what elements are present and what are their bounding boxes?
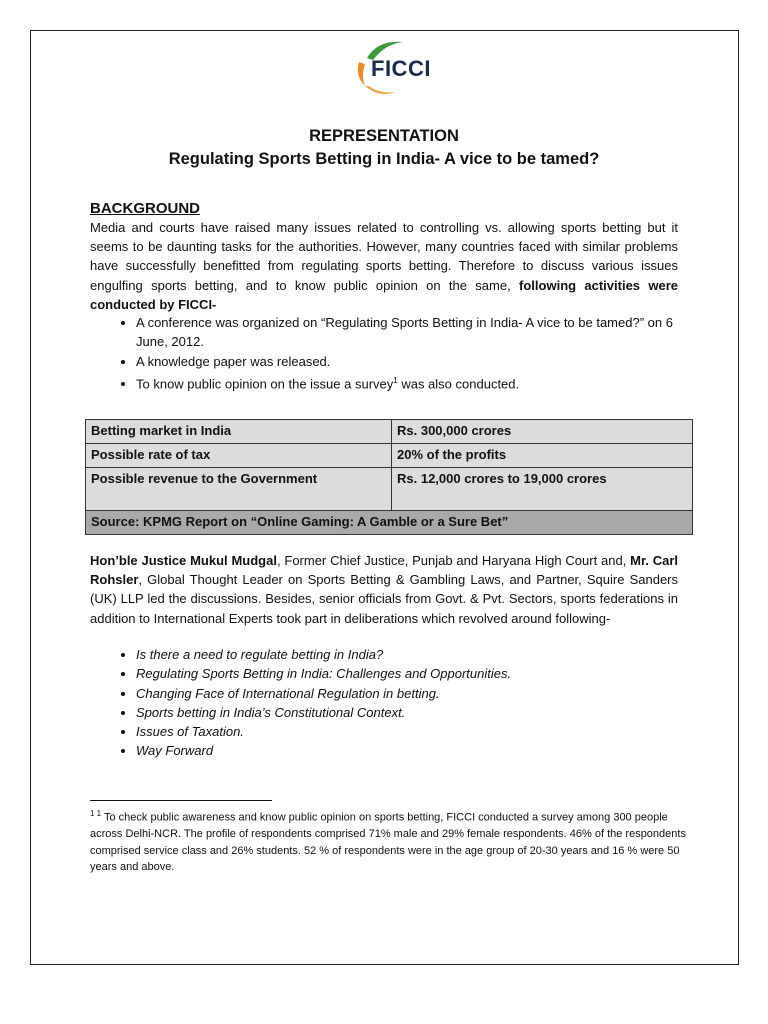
list-item — [136, 371, 696, 394]
list-item: • Issues of Taxation. — [136, 722, 696, 741]
background-bold-text: following activities were conducted by FICCI- — [90, 277, 678, 312]
list-item: • Sports betting in India’s Constitutional Context. — [136, 703, 696, 722]
ficci-logo — [345, 36, 431, 98]
bullet-text-tail: was also conducted. — [397, 376, 520, 392]
footnote — [90, 806, 690, 876]
table-cell: Rs. 300,000 crores — [392, 420, 693, 444]
document-title: REPRESENTATION — [309, 127, 459, 145]
list-item: • A conference was organized on “Regulating Sports Betting in India- A vice to be tamed?” on 6 June, 2012. — [136, 313, 696, 352]
table-cell: Rs. 12,000 crores to 19,000 crores — [392, 468, 693, 511]
document-subtitle: Regulating Sports Betting in India- A vice to be tamed? — [168, 150, 600, 168]
table-cell: Possible revenue to the Government — [86, 468, 392, 511]
table-cell: 20% of the profits — [392, 444, 693, 468]
discussion-paragraph — [90, 551, 678, 628]
logo-text: FICCI — [371, 56, 431, 81]
table-source-row — [86, 511, 693, 535]
background-heading: BACKGROUND — [90, 200, 200, 217]
footnote-text: To check public awareness and know public opinion on sports betting, FICCI conducted a survey among 300 people across Delhi-NCR. The profile of respondents comprised 71% male and 29% female respondents. 46% of the respondents comprised service class and 26% students. 52 % of respondents were in the age group of 20-30 years and 16 % were 50 years and above. — [90, 811, 686, 874]
speaker-2: Mr. Carl Rohsler — [90, 553, 679, 588]
table-row — [86, 468, 693, 511]
topics-list — [110, 645, 696, 761]
list-item: • Is there a need to regulate betting in India? — [136, 645, 696, 664]
speaker-1: Hon’ble Justice Mukul Mudgal — [90, 553, 277, 568]
list-item: • Regulating Sports Betting in India: Challenges and Opportunities. — [136, 664, 696, 683]
list-item: • Way Forward — [136, 741, 696, 760]
speaker-1-desc: , Former Chief Justice, Punjab and Haryana High Court and, — [276, 553, 631, 568]
list-item: • Changing Face of International Regulation in betting. — [136, 684, 696, 703]
table-row — [86, 444, 693, 468]
speaker-2-desc: , Global Thought Leader on Sports Betting & Gambling Laws, and Partner, Squire Sanders (UK) LLP led the discussions. Besides, senior officials from Govt. & Pvt. Sectors, sports federations in addition to International Experts took part in deliberations which revolved around following- — [90, 572, 678, 626]
list-item: • A knowledge paper was released. — [136, 352, 696, 371]
betting-table — [85, 419, 693, 535]
table-row — [86, 420, 693, 444]
activities-list — [110, 313, 696, 394]
table-source: Source: KPMG Report on “Online Gaming: A Gamble or a Sure Bet” — [86, 511, 693, 535]
bullet-text: To know public opinion on the issue a survey — [136, 376, 394, 392]
background-text: Media and courts have raised many issues related to controlling vs. allowing sports betting but it seems to be daunting tasks for the authorities. However, many countries faced with similar problems have successfully benefitted from regulating sports betting. Therefore to discuss various issues engulfing sports betting, and to know public opinion on the same, — [90, 220, 678, 293]
table-cell: Betting market in India — [86, 420, 392, 444]
table-cell: Possible rate of tax — [86, 444, 392, 468]
footnote-ref: 1 — [393, 375, 398, 385]
footnote-marker: 1 1 — [90, 809, 102, 818]
footnote-divider — [90, 800, 272, 801]
background-paragraph — [90, 218, 678, 314]
